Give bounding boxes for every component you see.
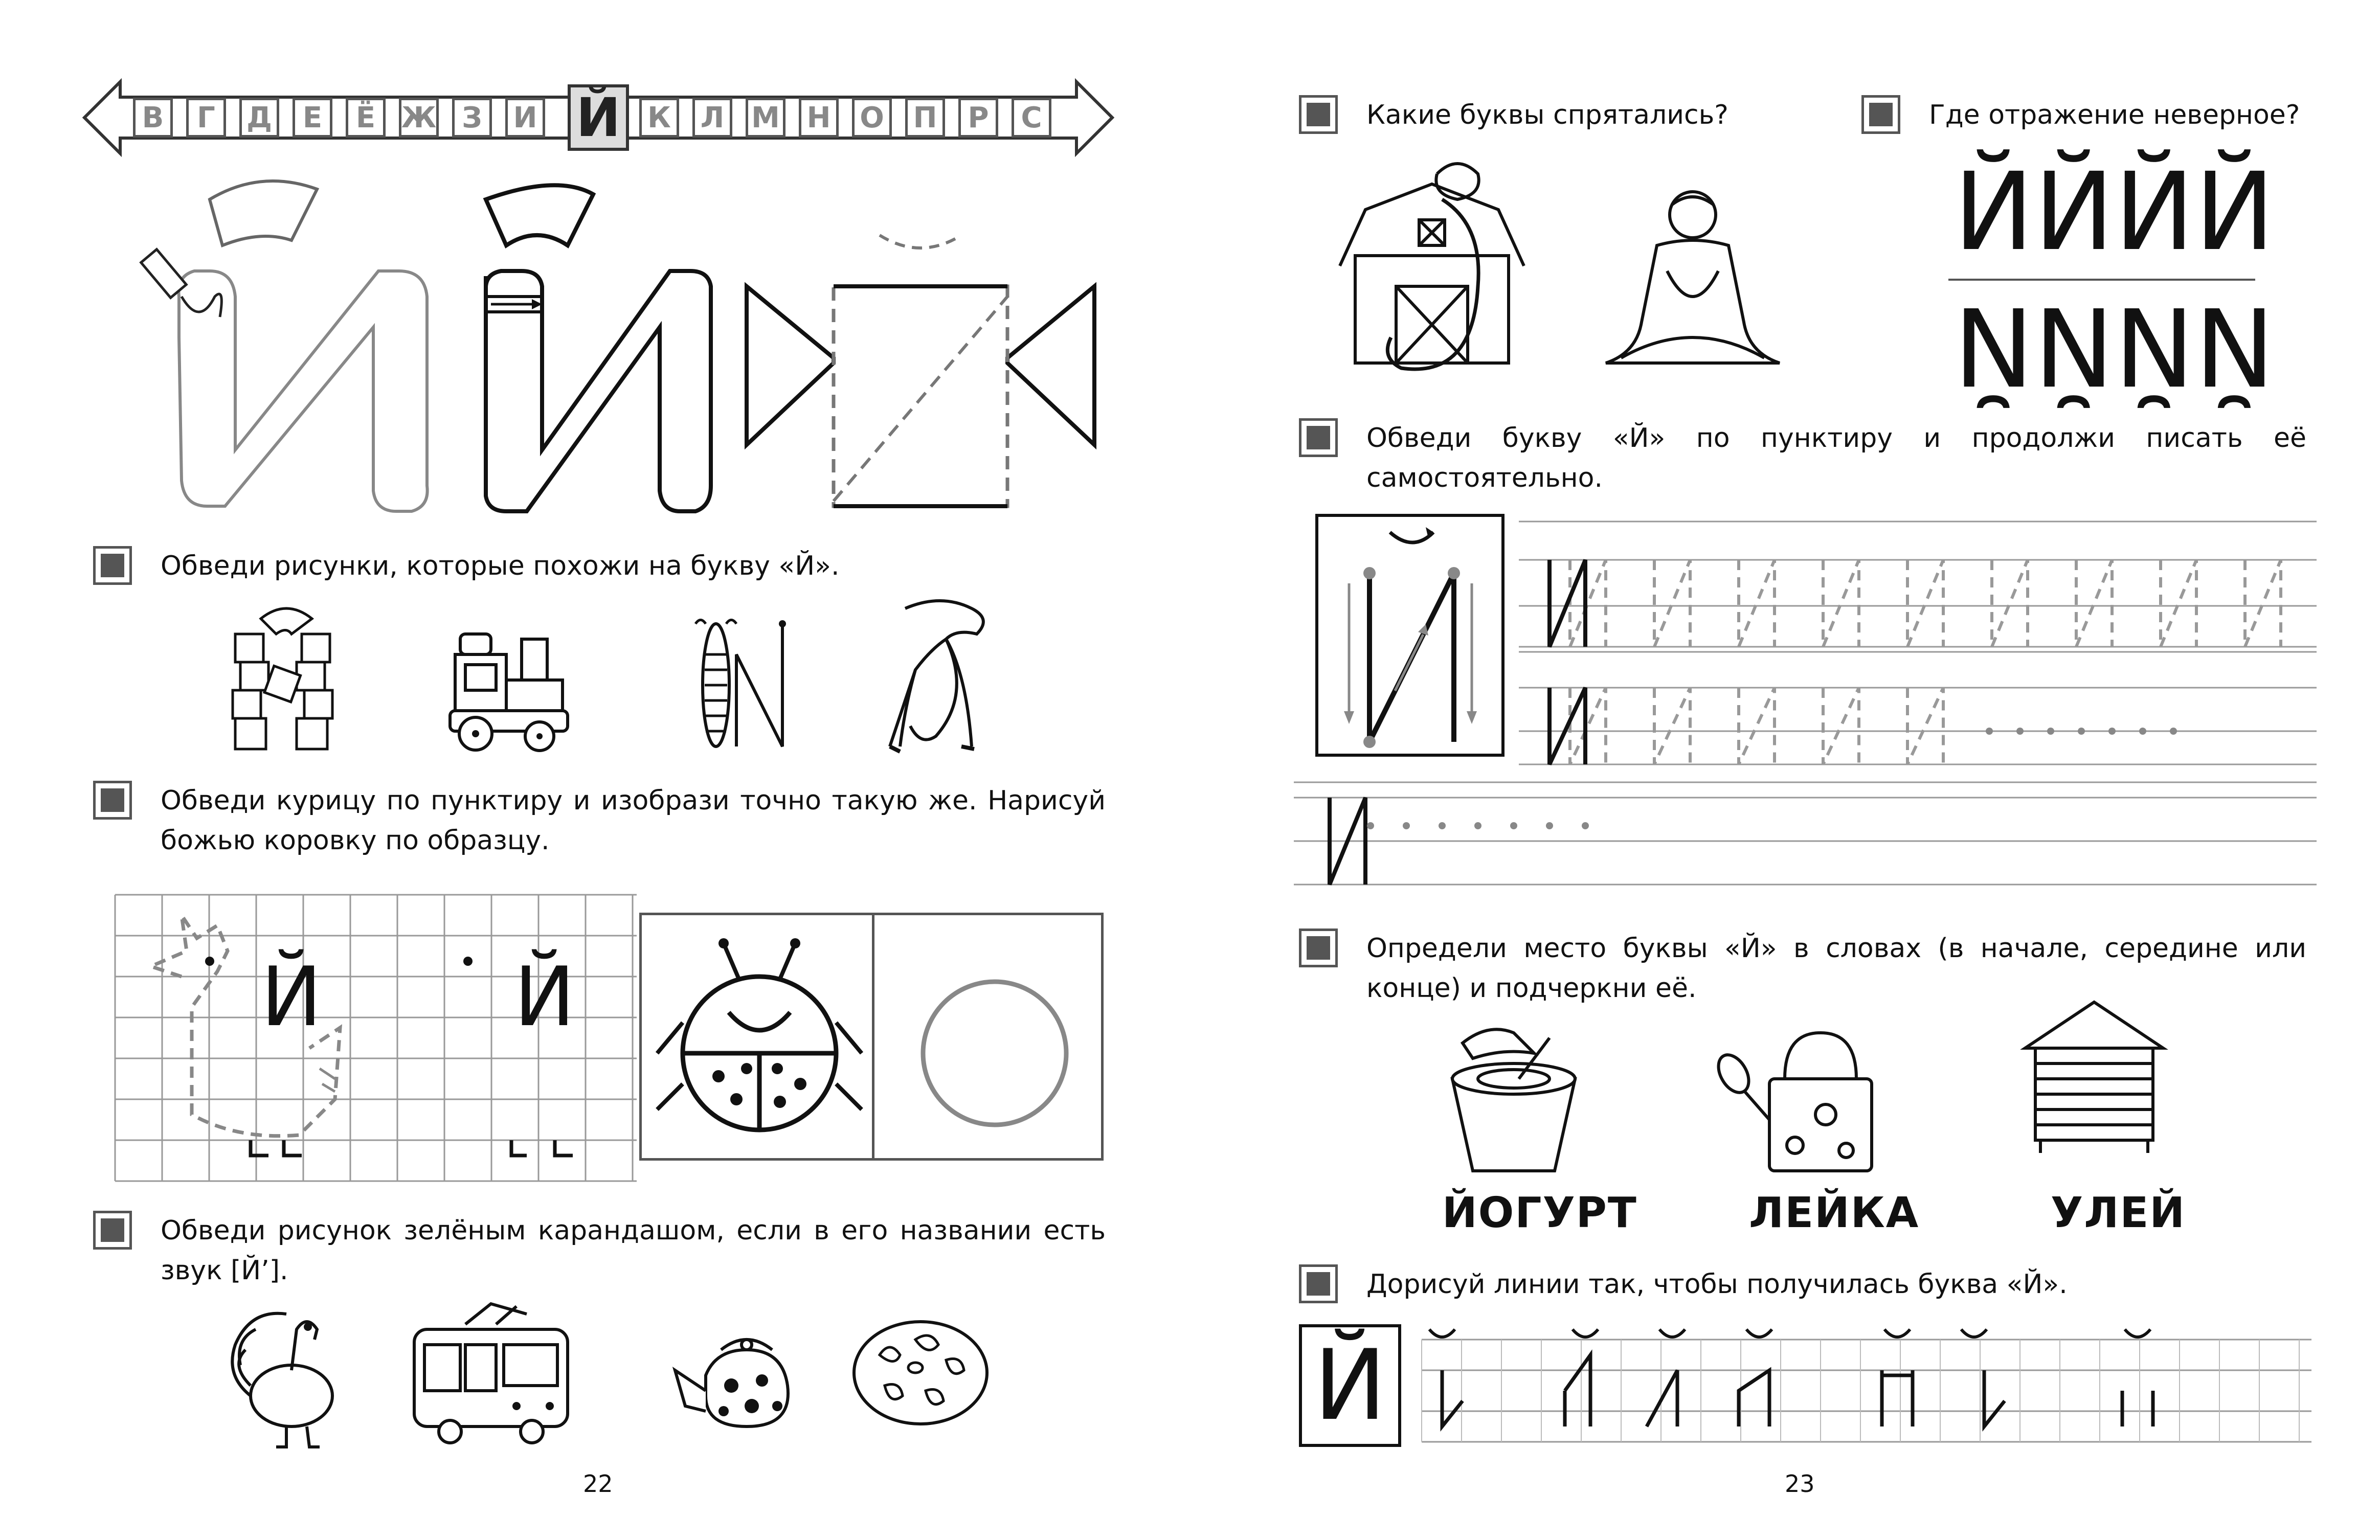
dashed-letter[interactable] <box>2245 560 2281 647</box>
breve-mark <box>1884 1329 1910 1337</box>
alphabet-letter: С <box>1012 98 1051 138</box>
alphabet-letter: Р <box>958 98 998 138</box>
solid-letter <box>1550 688 1585 764</box>
dashed-letter[interactable] <box>1823 560 1859 647</box>
reflection-divider <box>1948 279 2255 281</box>
dashed-letter[interactable] <box>1570 560 1606 647</box>
cubes-picture[interactable] <box>225 603 348 757</box>
task-checkbox[interactable] <box>93 1211 132 1250</box>
task-chicken-ladybug <box>93 781 1106 860</box>
dashed-letter[interactable] <box>1739 560 1775 647</box>
breve-mark <box>1429 1329 1455 1337</box>
alphabet-letter: Г <box>186 98 226 138</box>
dashed-letter[interactable] <box>2076 560 2112 647</box>
reflection-letter[interactable]: Й <box>1954 283 2034 408</box>
chicken-dashed-outline <box>115 895 637 1181</box>
beehive-picture <box>2020 997 2168 1156</box>
grid-dot <box>1582 822 1589 829</box>
grid-dot <box>1986 728 1993 735</box>
teapot-picture[interactable] <box>665 1329 808 1432</box>
alphabet-letter: И <box>505 98 545 138</box>
reflection-letter[interactable]: Й <box>2194 149 2275 275</box>
grid-dot <box>2047 728 2054 735</box>
breve-mark <box>1746 1329 1772 1337</box>
word-leika[interactable]: ЛЕЙКА <box>1749 1189 1920 1237</box>
task-checkbox[interactable] <box>93 546 132 585</box>
grid-dot <box>1367 822 1374 829</box>
word-yogurt[interactable]: ЙОГУРТ <box>1442 1189 1637 1237</box>
grid-dot <box>1546 822 1553 829</box>
task-text: Обведи рисунки, которые похожи на букву «Й». <box>161 551 840 581</box>
reflection-letter[interactable]: Й <box>2194 283 2275 408</box>
ladybug-sample <box>652 931 867 1145</box>
alphabet-highlight-letter: Й <box>568 84 629 151</box>
reflection-letter[interactable]: Й <box>2114 283 2195 408</box>
dashed-letter[interactable] <box>1570 688 1606 764</box>
solid-letter <box>1550 560 1585 647</box>
alphabet-letter: Л <box>692 98 732 138</box>
partial-letter[interactable] <box>1442 1370 1463 1426</box>
task-checkbox[interactable] <box>93 781 132 820</box>
alphabet-bar <box>84 77 1112 158</box>
caterpillar-picture[interactable] <box>680 614 793 762</box>
breve-mark <box>1961 1329 1987 1337</box>
task-hidden-letters <box>1299 95 1759 135</box>
partial-letter[interactable] <box>1882 1370 1913 1426</box>
letter-outline-illustration <box>133 174 465 522</box>
dashed-letter[interactable] <box>1907 688 1943 764</box>
reflection-letter[interactable]: Й <box>1954 149 2034 275</box>
breve-mark <box>1573 1329 1598 1337</box>
task-checkbox[interactable] <box>1299 95 1338 134</box>
grid-dot <box>1403 822 1410 829</box>
partial-letter[interactable] <box>1739 1370 1769 1426</box>
task-text: Обведи рисунок зелёным карандашом, если в его названии есть звук [Й’]. <box>161 1215 1106 1286</box>
page-number-right: 23 <box>1785 1470 1815 1498</box>
task-wrong-reflection <box>1861 95 2322 135</box>
task-checkbox[interactable] <box>1861 95 1900 134</box>
task-text: Какие буквы спрятались? <box>1366 100 1728 130</box>
palette-picture[interactable] <box>849 1314 992 1432</box>
alphabet-letter: П <box>905 98 945 138</box>
dashed-letter[interactable] <box>2161 560 2196 647</box>
grid-dot <box>1439 822 1446 829</box>
reflection-row-top <box>1954 149 2275 275</box>
alphabet-letter: Е <box>293 98 332 138</box>
dashed-letter[interactable] <box>1907 560 1943 647</box>
partial-letter[interactable] <box>1984 1370 2005 1426</box>
task-trace-letter <box>1299 418 2306 498</box>
reflection-letter[interactable]: Й <box>2114 149 2195 275</box>
task-sound-j <box>93 1211 1106 1290</box>
turkey-picture[interactable] <box>220 1299 353 1452</box>
dashed-letter[interactable] <box>1654 560 1690 647</box>
barn-picture[interactable] <box>1330 153 1544 378</box>
horse-picture[interactable] <box>869 593 1002 762</box>
yogurt-picture <box>1442 1023 1585 1176</box>
task-checkbox[interactable] <box>1299 418 1338 457</box>
letter-arrows-illustration <box>440 174 680 522</box>
chicken-grid-letter-1: Й <box>261 949 322 1045</box>
dashed-letter[interactable] <box>1654 688 1690 764</box>
draw-lines-grid[interactable] <box>1422 1324 2311 1442</box>
reflection-letter[interactable]: Й <box>2034 149 2115 275</box>
draw-letter-sample-text: Й <box>1313 1329 1387 1442</box>
breve-mark <box>2125 1329 2150 1337</box>
grid-dot <box>2016 728 2024 735</box>
task-text: Где отражение неверное? <box>1929 100 2300 130</box>
draw-letter-sample <box>1299 1324 1401 1447</box>
task-letter-position <box>1299 928 2306 1008</box>
writing-grid[interactable] <box>1294 511 2317 900</box>
candy-illustration <box>747 225 1094 511</box>
reflection-letter[interactable]: Й <box>2034 283 2115 408</box>
ladybug-frame <box>639 913 1104 1161</box>
grid-dot <box>2170 728 2177 735</box>
alphabet-letter: К <box>639 98 679 138</box>
grid-dot <box>1474 822 1481 829</box>
breve-mark <box>1659 1329 1685 1337</box>
word-uley[interactable]: УЛЕЙ <box>2051 1189 2186 1237</box>
grid-dot <box>2078 728 2085 735</box>
task-checkbox[interactable] <box>1299 1264 1338 1303</box>
alphabet-letter: Ё <box>346 98 386 138</box>
alphabet-letter: З <box>452 98 492 138</box>
pencil-icon <box>141 250 222 317</box>
page-number-left: 22 <box>583 1470 613 1498</box>
tram-picture[interactable] <box>404 1294 578 1447</box>
ladybug-empty-circle[interactable] <box>918 977 1071 1130</box>
grid-dot <box>2108 728 2116 735</box>
alphabet-letter: Н <box>799 98 839 138</box>
task-text: Обведи курицу по пунктиру и изобрази точно такую же. Нарисуй божью коровку по образцу. <box>161 785 1106 856</box>
alphabet-letter: Д <box>239 98 279 138</box>
grid-dot <box>2139 728 2146 735</box>
alphabet-letter: М <box>746 98 785 138</box>
partial-letter[interactable] <box>2122 1391 2153 1426</box>
watering-can-picture <box>1718 1023 1882 1176</box>
task-checkbox[interactable] <box>1299 928 1338 967</box>
partial-letter[interactable] <box>1565 1355 1590 1426</box>
alphabet-letter: О <box>852 98 892 138</box>
alphabet-letter: В <box>133 98 173 138</box>
grid-dot <box>1510 822 1517 829</box>
yoga-picture[interactable] <box>1590 189 1795 378</box>
train-picture[interactable] <box>445 624 578 757</box>
reflection-row-bottom <box>1954 283 2275 408</box>
alphabet-letter: Ж <box>399 98 439 138</box>
dashed-letter[interactable] <box>1739 688 1775 764</box>
dashed-letter[interactable] <box>1823 688 1859 764</box>
partial-letter[interactable] <box>1647 1370 1677 1426</box>
task-find-similar <box>93 546 1106 586</box>
task-text: Определи место буквы «Й» в словах (в начале, середине или конце) и подчеркни её. <box>1366 933 2306 1004</box>
chicken-grid-letter-2: Й <box>514 949 575 1045</box>
task-text: Обведи букву «Й» по пунктиру и продолжи писать её самостоятельно. <box>1366 423 2306 493</box>
task-text: Дорисуй линии так, чтобы получилась буква «Й». <box>1366 1269 2068 1300</box>
dashed-letter[interactable] <box>1992 560 2028 647</box>
task-draw-lines <box>1299 1264 2306 1304</box>
